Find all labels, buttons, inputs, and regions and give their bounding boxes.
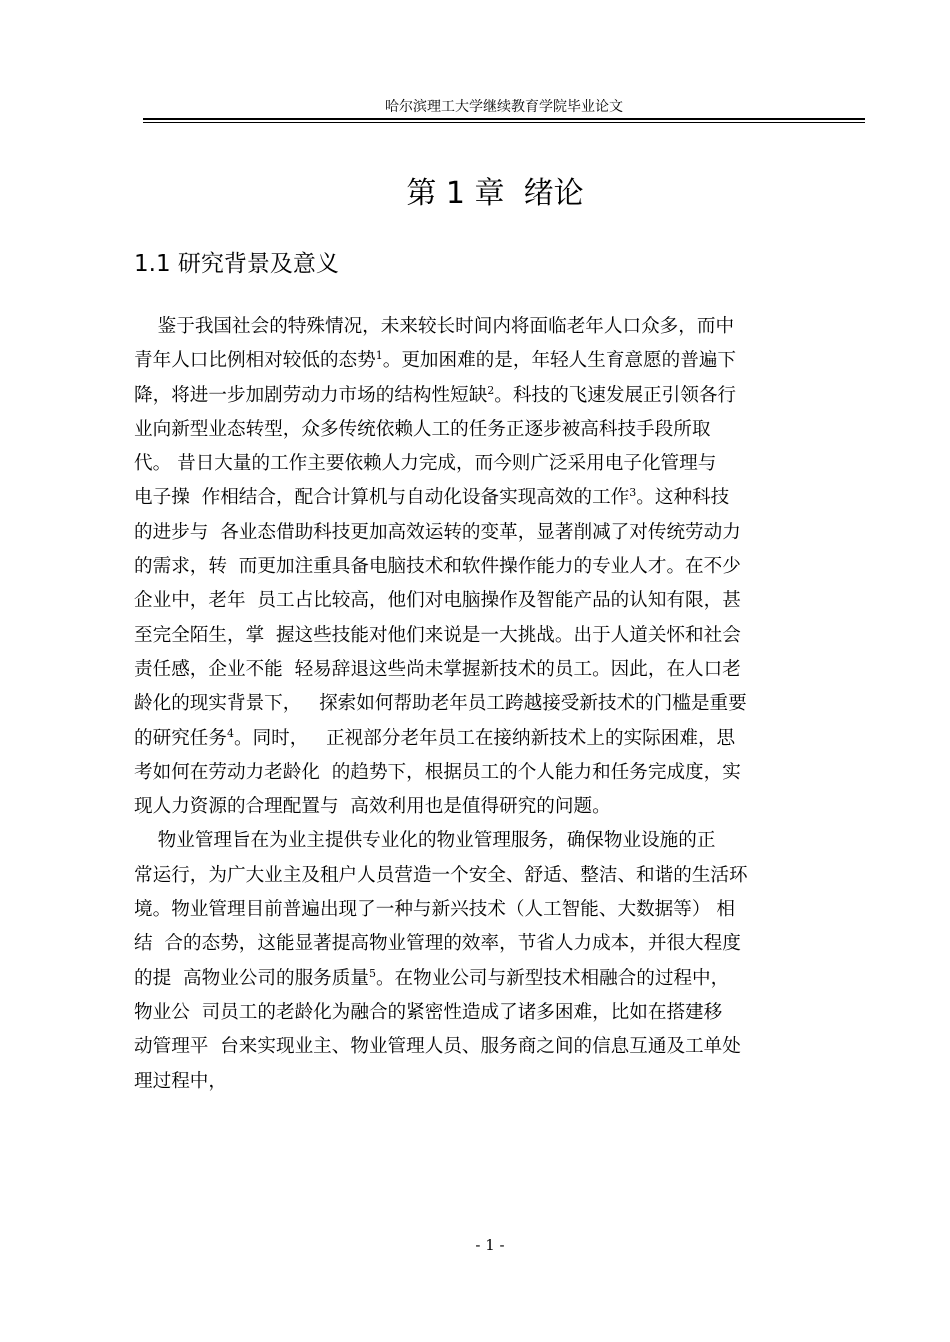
- text-line: [134, 584, 874, 618]
- line-text: 现人力资源的合理配置与 高效利用也是值得研究的问题。: [134, 796, 611, 818]
- text-line: [134, 413, 874, 447]
- header-rule-thick: [143, 118, 865, 120]
- line-text: 鉴于我国社会的特殊情况，未来较长时间内将面临老年人口众多，而中: [134, 316, 735, 337]
- line-text-tail: 。更加困难的是，年轻人生育意愿的普遍下: [382, 350, 737, 372]
- chapter-title: 第 1 章 绪论: [406, 176, 584, 211]
- text-line: [134, 962, 874, 996]
- text-line: [134, 550, 874, 584]
- text-line: [134, 687, 874, 721]
- text-line: [134, 859, 874, 893]
- text-line: [134, 344, 874, 378]
- line-text-tail: 。在物业公司与新型技术相融合的过程中，: [375, 967, 730, 989]
- line-text-tail: 。科技的飞速发展正引领各行: [494, 384, 737, 406]
- body-text: [134, 310, 874, 1099]
- line-text: 责任感，企业不能 轻易辞退这些尚未掌握新技术的员工。因此，在人口老: [134, 658, 741, 680]
- text-line: [134, 756, 874, 790]
- line-text: 的研究任务: [134, 727, 227, 749]
- text-line: [134, 653, 874, 687]
- line-text: 物业公 司员工的老龄化为融合的紧密性造成了诸多困难，比如在搭建移: [134, 1001, 723, 1023]
- line-text: 企业中，老年 员工占比较高，他们对电脑操作及智能产品的认知有限，甚: [134, 590, 741, 612]
- line-text: 的提 高物业公司的服务质量: [134, 967, 369, 989]
- line-text: 动管理平 台来实现业主、物业管理人员、服务商之间的信息互通及工单处: [134, 1036, 741, 1058]
- line-text: 青年人口比例相对较低的态势: [134, 350, 376, 372]
- line-text: 境。物业管理目前普遍出现了一种与新兴技术（人工智能、大数据等） 相: [134, 899, 735, 921]
- line-text: 理过程中，: [134, 1070, 227, 1092]
- line-text: 考如何在劳动力老龄化 的趋势下，根据员工的个人能力和任务完成度，实: [134, 761, 741, 783]
- citation-marker: 3: [629, 486, 637, 500]
- line-text-tail: 。这种科技: [636, 487, 730, 509]
- text-line: [134, 379, 874, 413]
- line-text: 的进步与 各业态借助科技更加高效运转的变革，显著削减了对传统劳动力: [134, 521, 741, 543]
- text-line: [134, 310, 874, 344]
- line-text-tail: 。同时， 正视部分老年员工在接纳新技术上的实际困难，思: [233, 727, 736, 749]
- line-text: 物业管理旨在为业主提供专业化的物业管理服务，确保物业设施的正: [134, 830, 716, 852]
- page-header: 哈尔滨理工大学继续教育学院毕业论文: [385, 99, 623, 115]
- text-line: [134, 1030, 874, 1064]
- line-text: 业向新型业态转型，众多传统依赖人工的任务正逐步被高科技手段所取: [134, 418, 711, 440]
- text-line: [134, 722, 874, 756]
- text-line: [134, 996, 874, 1030]
- line-text: 龄化的现实背景下， 探索如何帮助老年员工跨越接受新技术的门槛是重要: [134, 693, 747, 715]
- citation-marker: 1: [375, 349, 383, 363]
- text-line: [134, 824, 874, 858]
- citation-marker: 4: [226, 726, 234, 740]
- text-line: [134, 893, 874, 927]
- section-heading: 1.1 研究背景及意义: [134, 251, 339, 277]
- header-rule-thin: [143, 122, 865, 123]
- line-text: 的需求，转 而更加注重具备电脑技术和软件操作能力的专业人才。在不少: [134, 556, 741, 578]
- text-line: [134, 790, 874, 824]
- page-number: - 1 -: [475, 1236, 505, 1254]
- text-line: [134, 1065, 874, 1099]
- citation-marker: 5: [368, 966, 376, 980]
- line-text: 降，将进一步加剧劳动力市场的结构性短缺: [134, 384, 488, 406]
- line-text: 常运行，为广大业主及租户人员营造一个安全、舒适、整洁、和谐的生活环: [134, 864, 748, 886]
- line-text: 代。 昔日大量的工作主要依赖人力完成，而今则广泛采用电子化管理与: [134, 453, 717, 475]
- line-text: 电子操 作相结合，配合计算机与自动化设备实现高效的工作: [134, 487, 630, 509]
- text-line: [134, 447, 874, 481]
- text-line: [134, 619, 874, 653]
- text-line: [134, 516, 874, 550]
- text-line: [134, 481, 874, 515]
- text-line: [134, 927, 874, 961]
- line-text: 至完全陌生，掌 握这些技能对他们来说是一大挑战。出于人道关怀和社会: [134, 624, 741, 646]
- line-text: 结 合的态势，这能显著提高物业管理的效率，节省人力成本，并很大程度: [134, 933, 741, 955]
- citation-marker: 2: [487, 383, 495, 397]
